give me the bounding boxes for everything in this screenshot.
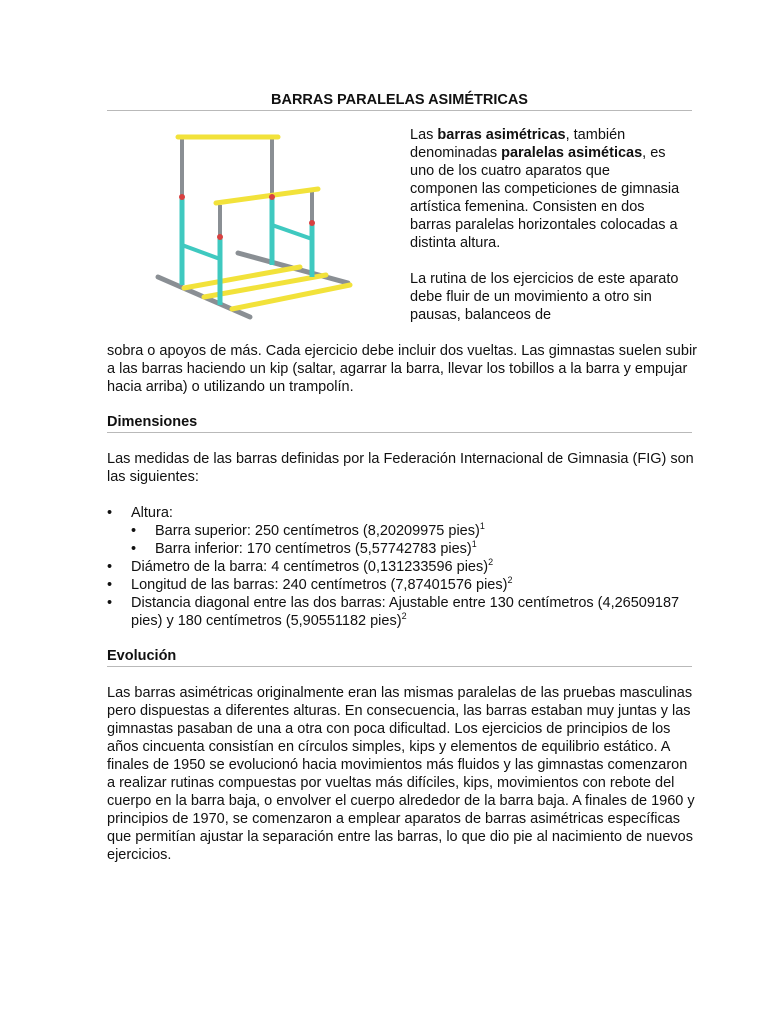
- altura-sublist: [131, 522, 697, 558]
- dimensiones-intro: Las medidas de las barras definidas por la Federación Internacional de Gimnasia (FIG) son las siguientes:: [107, 451, 694, 485]
- dimensiones-heading: Dimensiones: [107, 414, 198, 430]
- title-rule: [107, 110, 692, 111]
- footnote-ref: 2: [507, 575, 513, 585]
- page-title: BARRAS PARALELAS ASIMÉTRICAS: [271, 92, 528, 108]
- list-item: [131, 522, 697, 540]
- intro-bold-term: paralelas asiméticas: [501, 145, 643, 161]
- intro-bold-term: barras asimétricas: [437, 127, 566, 143]
- list-item: [107, 558, 697, 576]
- evolucion-rule: [107, 666, 692, 667]
- list-item: [131, 540, 697, 558]
- dimensiones-list: [107, 504, 697, 630]
- list-item: [107, 576, 697, 594]
- intro-text: , también denominadas: [410, 127, 626, 161]
- footnote-ref: 2: [488, 557, 494, 567]
- uneven-bars-illustration: [140, 125, 370, 325]
- evolucion-heading: Evolución: [107, 648, 177, 664]
- footnote-ref: 1: [479, 521, 485, 531]
- rutina-paragraph-continued: sobra o apoyos de más. Cada ejercicio debe incluir dos vueltas. Las gimnastas suelen subir a las barras haciendo un kip (saltar, agarrar la barra, llevar los tobillos a la barra y empujar hacia arriba) o utilizando un trampolín.: [107, 343, 697, 395]
- barra-inferior: Barra inferior: 170 centímetros (5,57742783 pies): [155, 541, 472, 557]
- rutina-paragraph-start: La rutina de los ejercicios de este aparato debe fluir de un movimiento a otro sin pausas, balanceos de: [410, 271, 679, 323]
- diametro: Diámetro de la barra: 4 centímetros (0,131233596 pies): [131, 559, 489, 575]
- intro-text-column: [410, 126, 680, 342]
- uneven-bars-icon: [140, 125, 370, 325]
- dimensiones-rule: [107, 432, 692, 433]
- list-item: [107, 594, 697, 630]
- barra-superior: Barra superior: 250 centímetros (8,20209975 pies): [155, 523, 480, 539]
- altura-label: Altura:: [131, 505, 173, 521]
- footnote-ref: 2: [401, 611, 407, 621]
- intro-paragraph: [410, 126, 680, 252]
- evolucion-paragraph: Las barras asimétricas originalmente eran las mismas paralelas de las pruebas masculinas pero dispuestas a diferentes alturas. En consecuencia, las barras estaban muy juntas y las gimnastas pasaban de una a otra con poca dificultad. Los ejercicios de principios de los años cincuenta consistían en círculos simples, kips y elementos de equilibrio estático. A finales de 1950 se evolucionó hacia movimientos más fluidos y las gimnastas comenzaron a realizar rutinas compuestas por vueltas más difíciles, kips, movimientos con rebote del cuerpo en la barra baja, o envolver el cuerpo alrededor de la barra baja. A finales de 1960 y principios de 1970, se comenzaron a emplear aparatos de barras asimétricas específicas que permitían ajustar la separación entre las barras, lo que dio pie al nacimiento de nuevos ejercicios.: [107, 685, 695, 863]
- footnote-ref: 1: [471, 539, 477, 549]
- distancia: Distancia diagonal entre las dos barras: Ajustable entre 130 centímetros (4,26509187 pies) y 180 centímetros (5,90551182 pies): [131, 595, 680, 629]
- intro-text: , es uno de los cuatro aparatos que componen las competiciones de gimnasia artística femenina. Consisten en dos barras paralelas horizontales colocadas a distinta altura.: [410, 145, 680, 251]
- intro-text: Las: [410, 127, 438, 143]
- list-item: [107, 504, 697, 558]
- longitud: Longitud de las barras: 240 centímetros (7,87401576 pies): [131, 577, 508, 593]
